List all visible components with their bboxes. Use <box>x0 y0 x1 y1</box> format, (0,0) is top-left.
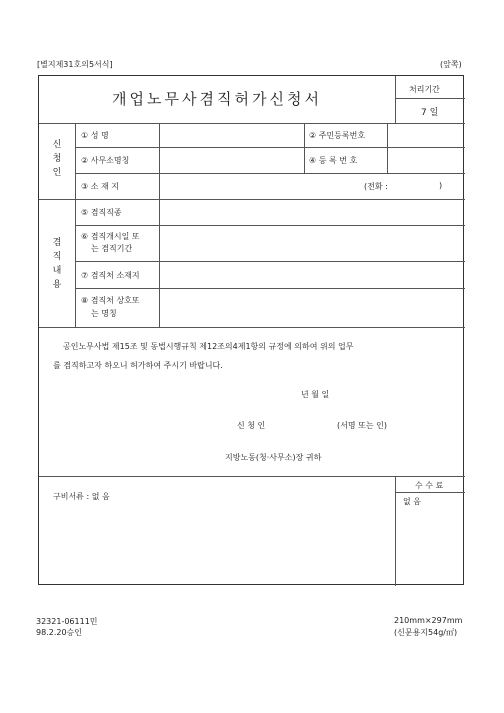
applicant-sign-label: 신 청 인 <box>237 421 266 430</box>
divider <box>75 288 465 289</box>
phone-label: (전화 : <box>364 182 388 191</box>
office-name-label: ② 사무소명칭 <box>81 156 130 165</box>
job-start-label: ⑥ 겸직개시일 또 <box>81 232 140 241</box>
approval-date: 98.2.20승인 <box>36 628 82 637</box>
job-start-label-2: 는 겸직기간 <box>91 244 133 253</box>
page-side: (앞쪽) <box>440 60 462 69</box>
divider <box>39 327 465 328</box>
divider <box>159 123 160 327</box>
divider <box>304 123 305 173</box>
job-location-label: ⑦ 겸직처 소재지 <box>81 271 140 280</box>
divider <box>395 76 396 123</box>
phone-close: ) <box>439 181 443 190</box>
processing-period-label: 처리기간 <box>409 85 440 94</box>
divider <box>39 199 465 200</box>
divider <box>75 261 465 262</box>
address-label: ③ 소 재 지 <box>81 182 119 191</box>
job-section-label: 겸 직 내 용 <box>52 238 62 290</box>
signature-note: (서명 또는 인) <box>337 421 387 430</box>
date-line: 년 월 일 <box>301 390 330 399</box>
registration-number-label: ④ 등 록 번 호 <box>309 156 358 165</box>
form-code: 32321-06111민 <box>36 617 98 626</box>
divider <box>395 98 465 99</box>
divider <box>387 123 388 173</box>
application-form <box>38 75 464 585</box>
divider <box>39 123 465 124</box>
required-documents: 구비서류 : 없 음 <box>53 492 110 501</box>
job-name-label-2: 는 명칭 <box>91 309 117 318</box>
divider <box>75 147 465 148</box>
statement-line-1: 공인노무사법 제15조 및 동법시행규칙 제12조의4제1항의 규정에 의하여 위의 업무 <box>63 342 354 351</box>
recipient: 지방노동(청·사무소)장 귀하 <box>225 453 322 462</box>
processing-period-value: 7 일 <box>421 108 439 118</box>
name-label: ① 성 명 <box>81 131 109 140</box>
form-title: 개업노무사겸직허가신청서 <box>112 90 322 108</box>
divider <box>39 476 465 477</box>
fee-label: 수 수 료 <box>415 481 444 490</box>
applicant-section-label: 신 청 인 <box>52 140 62 178</box>
paper-type: (신문용지54g/㎡) <box>394 628 458 637</box>
rrn-label: ② 주민등록번호 <box>309 131 366 140</box>
fee-value: 없 음 <box>403 497 421 506</box>
paper-size: 210mm×297mm <box>394 616 463 625</box>
statement-line-2: 를 겸직하고자 하오니 허가하여 주시기 바랍니다. <box>53 361 223 370</box>
form-number: [별지제31호의5서식] <box>37 60 113 69</box>
job-type-label: ⑤ 겸직직종 <box>81 208 122 217</box>
divider <box>395 492 465 493</box>
divider <box>75 173 465 174</box>
job-name-label: ⑧ 겸직처 상호또 <box>81 296 140 305</box>
divider <box>395 476 396 586</box>
divider <box>75 123 76 327</box>
divider <box>75 225 465 226</box>
